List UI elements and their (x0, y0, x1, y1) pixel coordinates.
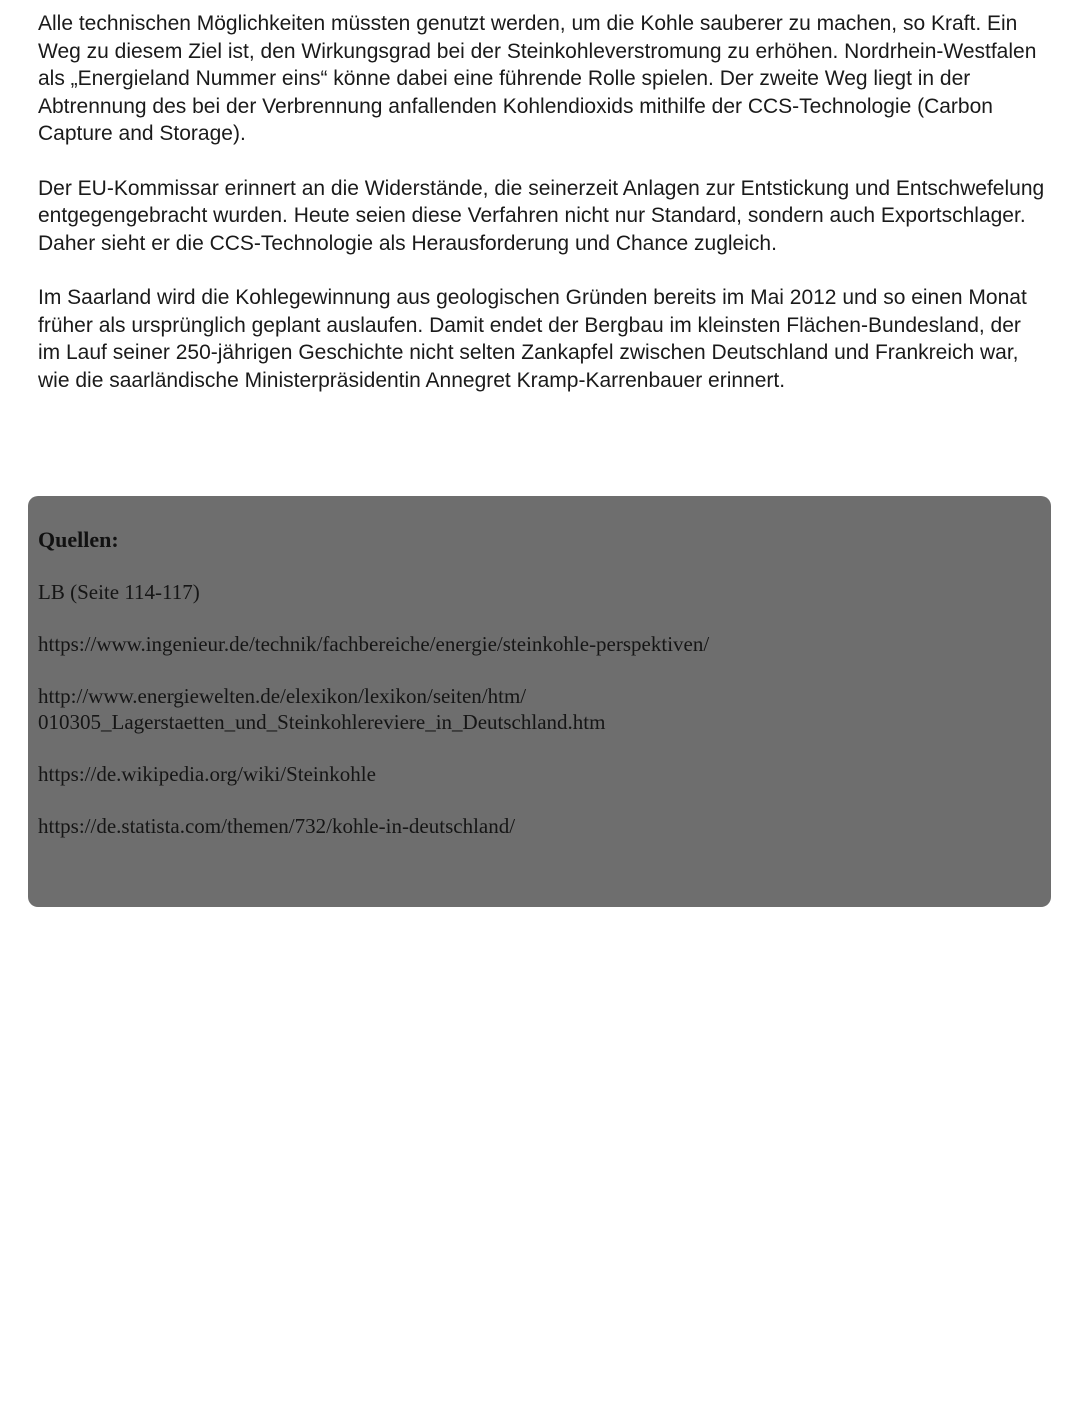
article-body (38, 10, 1048, 421)
paragraph-eu-commissioner: Der EU-Kommissar erinnert an die Widerstände, die seinerzeit Anlagen zur Entstickung und Entschwefelung entgegengebracht wurden. Heute seien diese Verfahren nicht nur Standard, sondern auch Exportschlager. Daher sieht er die CCS-Technologie als Herausforderung und Chance zugleich. (38, 176, 1045, 255)
source-link-statista[interactable]: https://de.statista.com/themen/732/kohle-in-deutschland/ (38, 814, 516, 838)
paragraph-ccs-technology: Alle technischen Möglichkeiten müssten genutzt werden, um die Kohle sauberer zu machen, so Kraft. Ein Weg zu diesem Ziel ist, den Wirkungsgrad bei der Steinkohleverstromung zu erhöhen. Nordrhein-Westfalen als „Energieland Nummer eins“ könne dabei eine führende Rolle spielen. Der zweite Weg liegt in der Abtrennung des bei der Verbrennung anfallenden Kohlendioxids mithilfe der CCS-Technologie (Carbon Capture and Storage). (38, 12, 1037, 145)
paragraph-saarland: Im Saarland wird die Kohlegewinnung aus geologischen Gründen bereits im Mai 2012 und so einen Monat früher als ursprünglich geplant auslaufen. Damit endet der Bergbau im kleinsten Flächen-Bundesland, der im Lauf seiner 250-jährigen Geschichte nicht selten Zankapfel zwischen Deutschland und Frankreich war, wie die saarländische Ministerpräsidentin Annegret Kramp-Karrenbauer erinnert. (38, 286, 1027, 392)
source-link-energiewelten[interactable]: http://www.energiewelten.de/elexikon/lexikon/seiten/htm/ 010305_Lagerstaetten_und_Steinkohlereviere_in_Deutschland.htm (38, 684, 606, 734)
sources-box (28, 496, 1051, 907)
sources-title: Quellen: (38, 527, 119, 552)
source-textbook: LB (Seite 114-117) (38, 580, 200, 604)
source-link-wikipedia[interactable]: https://de.wikipedia.org/wiki/Steinkohle (38, 762, 376, 786)
source-link-ingenieur[interactable]: https://www.ingenieur.de/technik/fachbereiche/energie/steinkohle-perspektiven/ (38, 632, 710, 656)
